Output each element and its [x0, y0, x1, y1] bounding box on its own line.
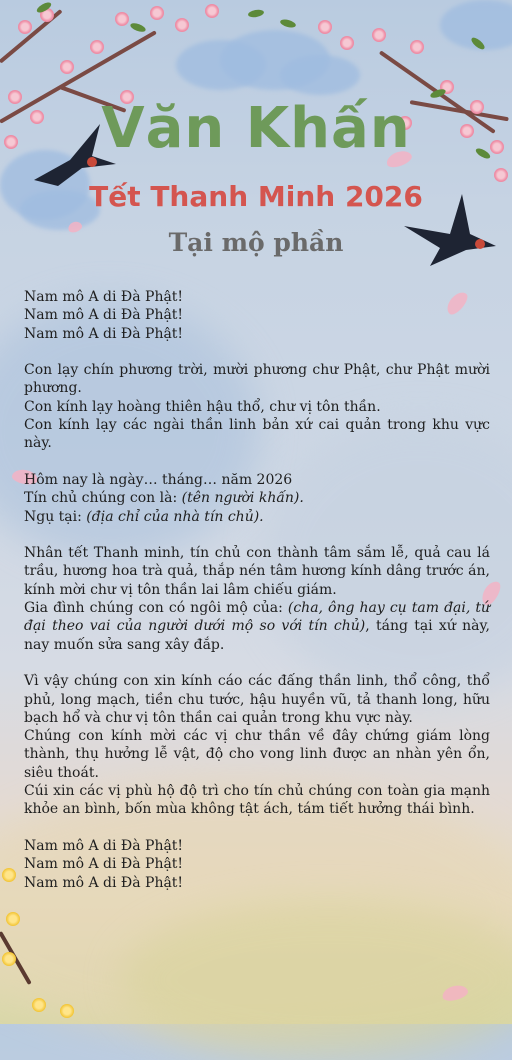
page-subtitle: Tết Thanh Minh 2026 — [89, 180, 423, 213]
prayer-text — [24, 288, 490, 910]
text-label: Ngụ tại: — [24, 508, 87, 525]
text-line: Cúi xin các vị phù hộ độ trì cho tín chủ chúng con toàn gia mạnh khỏe an bình, bốn mùa không tật ách, tám tiết hưởng thái bình. — [24, 783, 490, 818]
text-line: Nam mô A di Đà Phật! — [24, 874, 184, 891]
text-line: Chúng con kính mời các vị chư thần về đây chứng giám lòng thành, thụ hưởng lễ vật, độ cho vong linh được an nhàn yên ổn, siêu thoát. — [24, 728, 490, 781]
text-line: Nam mô A di Đà Phật! — [24, 837, 184, 854]
text-line: Con kính lạy các ngài thần linh bản xứ cai quản trong khu vực này. — [24, 417, 490, 452]
text-line: Nam mô A di Đà Phật! — [24, 856, 184, 873]
text-line: Nam mô A di Đà Phật! — [24, 325, 184, 342]
page-subtitle-location: Tại mộ phần — [168, 228, 344, 257]
text-line: Vì vậy chúng con xin kính cáo các đấng thần linh, thổ công, thổ phủ, long mạch, tiền chu tước, hậu huyền vũ, tả thanh long, hữu bạch hổ và chư vị tôn thần cai quản trong khu vực này. — [24, 673, 490, 726]
text-line: Con lạy chín phương trời, mười phương chư Phật, chư Phật mười phương. — [24, 362, 490, 397]
closing-invocation — [24, 837, 490, 892]
paragraph-offering — [24, 544, 490, 654]
text-label: Gia đình chúng con có ngôi mộ của: — [24, 600, 288, 617]
text-line: Hôm nay là ngày… tháng… năm 2026 — [24, 471, 293, 488]
text-note: (cha, ông hay cụ tam đại, tứ đại theo vai của người dưới mộ so với tín chủ) — [24, 600, 491, 635]
text-line: Nam mô A di Đà Phật! — [24, 289, 184, 305]
text-line — [24, 489, 490, 507]
text-line — [24, 599, 490, 654]
paragraph-salutation — [24, 361, 490, 452]
text-line: Nhân tết Thanh minh, tín chủ con thành tâm sắm lễ, quả cau lá trầu, hương hoa trà quả, thắp nén tâm hương kính dâng trước án, kính mời chư vị tôn thần lai lâm chiếu giám. — [24, 545, 490, 598]
paragraph-date-and-name — [24, 471, 490, 526]
text-line: Nam mô A di Đà Phật! — [24, 307, 184, 324]
text-rest: , táng tại xứ này, nay muốn sửa sang xây đắp. — [24, 618, 490, 653]
page-title: Văn Khấn — [101, 96, 411, 161]
paragraph-petition — [24, 672, 490, 818]
text-note: (địa chỉ của nhà tín chủ). — [86, 508, 264, 525]
text-line — [24, 508, 490, 526]
text-label: Tín chủ chúng con là: — [24, 490, 182, 507]
text-note: (tên người khấn). — [181, 490, 304, 507]
text-line: Con kính lạy hoàng thiên hậu thổ, chư vị tôn thần. — [24, 398, 381, 415]
opening-invocation — [24, 288, 490, 343]
